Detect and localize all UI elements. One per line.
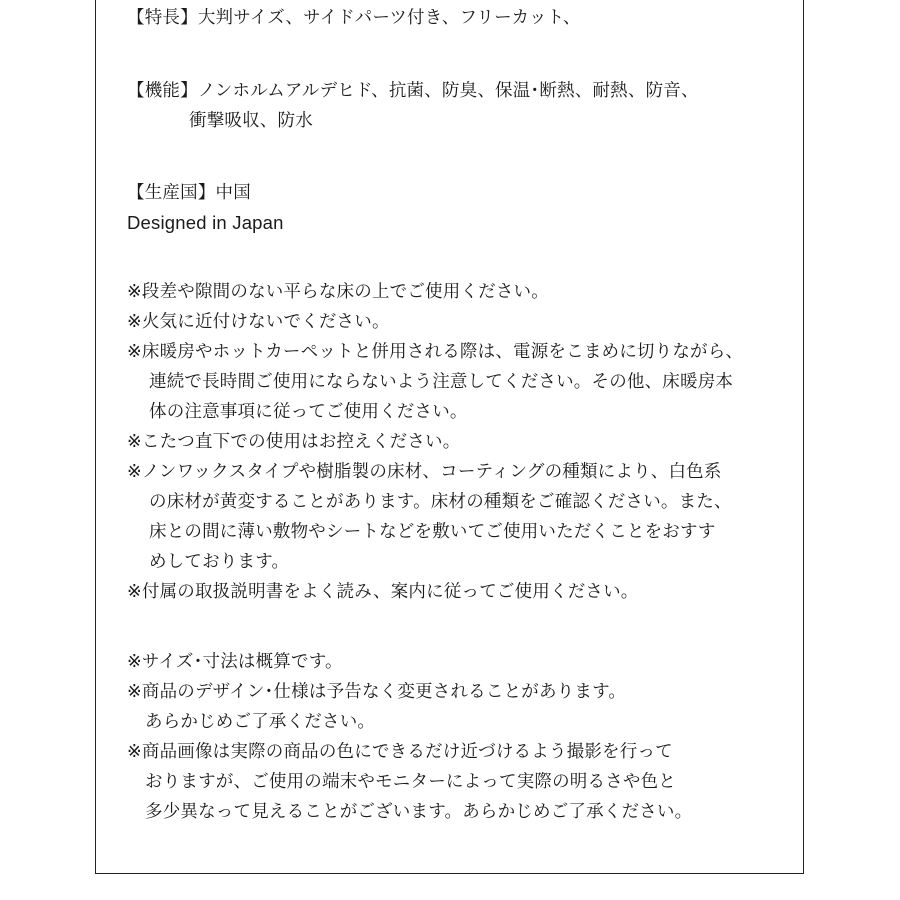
note-item-continuation: 連続で長時間ご使用にならないよう注意してください。その他、床暖房本: [149, 372, 734, 392]
note-item: ※付属の取扱説明書をよく読み、案内に従ってご使用ください。: [127, 582, 639, 602]
origin-line: [127, 178, 793, 208]
disclaimer-item-continuation: あらかじめご了承ください。: [145, 712, 376, 732]
note-item-continuation: の床材が黄変することがあります。床材の種類をご確認ください。また、: [149, 492, 732, 512]
note-item: ※こたつ直下での使用はお控えください。: [127, 432, 461, 452]
note-item: ※火気に近付けないでください。: [127, 312, 390, 332]
disclaimer-item: ※サイズ･寸法は概算です。: [127, 652, 343, 672]
product-info-box: [95, 0, 804, 874]
note-item-continuation: 床との間に薄い敷物やシートなどを敷いてご使用いただくことをおすす: [149, 522, 716, 542]
disclaimer-item-continuation: おりますが、ご使用の端末やモニターによって実際の明るさや色と: [145, 772, 676, 792]
note-item: ※段差や隙間のない平らな床の上でご使用ください。: [127, 282, 549, 302]
origin-label: 【生産国】: [127, 183, 216, 203]
origin-country: 中国: [215, 183, 251, 203]
disclaimer-item-continuation: 多少異なって見えることがございます。あらかじめご了承ください。: [145, 802, 693, 822]
disclaimer-item: ※商品のデザイン･仕様は予告なく変更されることがあります。: [127, 682, 627, 702]
designed-in-japan: Designed in Japan: [127, 212, 284, 233]
note-item-continuation: 体の注意事項に従ってご使用ください。: [149, 402, 468, 422]
note-item: ※床暖房やホットカーペットと併用される際は、電源をこまめに切りながら、: [127, 342, 744, 362]
disclaimer-item: ※商品画像は実際の商品の色にできるだけ近づけるよう撮影を行って: [127, 742, 673, 762]
note-item-continuation: めしております。: [149, 552, 290, 572]
functions-line-1: [127, 76, 793, 106]
features-label: 【特長】: [127, 8, 198, 28]
features-text: 大判サイズ、サイドパーツ付き、フリーカット、: [197, 8, 581, 28]
functions-text-1: ノンホルムアルデヒド、抗菌、防臭、保温･断熱、耐熱、防音、: [197, 81, 699, 101]
features-line: [127, 3, 793, 33]
functions-line-2: 衝撃吸収、防水: [189, 111, 313, 131]
product-info-content: [127, 0, 793, 827]
note-item: ※ノンワックスタイプや樹脂製の床材、コーティングの種類により、白色系: [127, 462, 722, 482]
functions-label: 【機能】: [127, 81, 198, 101]
disclaimers-section: [127, 647, 793, 827]
notes-section: [127, 277, 793, 607]
